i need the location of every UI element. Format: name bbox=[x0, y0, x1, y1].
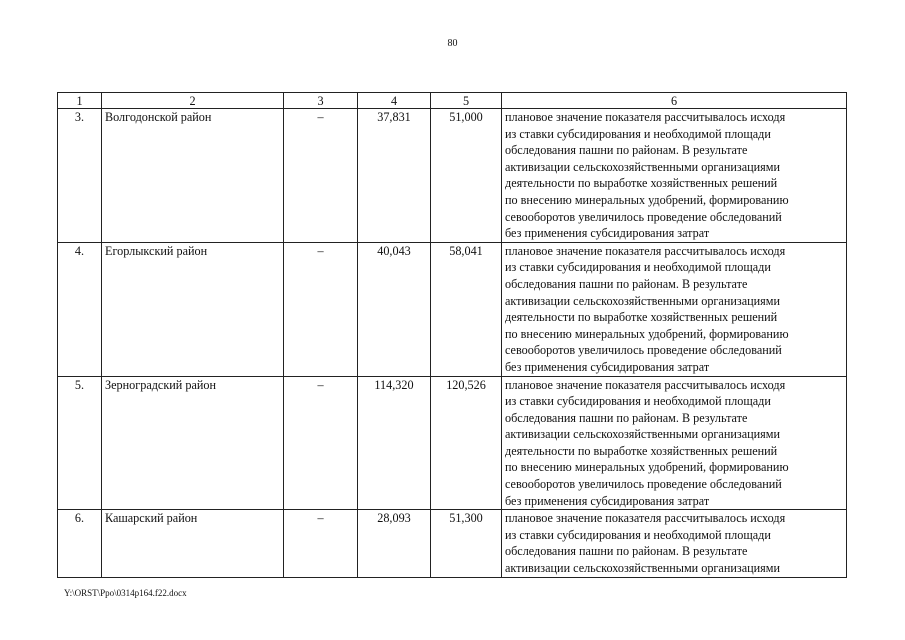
row-number: 4. bbox=[58, 242, 102, 376]
row-number: 3. bbox=[58, 109, 102, 243]
col5-value: 51,300 bbox=[431, 510, 502, 577]
col3-value: – bbox=[284, 109, 358, 243]
col5-value: 58,041 bbox=[431, 242, 502, 376]
col3-value: – bbox=[284, 510, 358, 577]
col5-value: 120,526 bbox=[431, 376, 502, 510]
district-name: Кашарский район bbox=[102, 510, 284, 577]
description: плановое значение показателя рассчитывалось исходя из ставки субсидирования и необходимой площади обследования пашни по районам. В результате активизации сельскохозяйственными организациями деятельности по выработке хозяйственных решений по внесению минеральных удобрений, формированию севооборотов увеличилось проведение обследований без применения субсидирования затрат bbox=[502, 376, 847, 510]
row-number: 6. bbox=[58, 510, 102, 577]
header-cell-4: 4 bbox=[358, 93, 431, 109]
header-cell-3: 3 bbox=[284, 93, 358, 109]
table-row bbox=[58, 242, 847, 376]
description: плановое значение показателя рассчитывалось исходя из ставки субсидирования и необходимой площади обследования пашни по районам. В результате активизации сельскохозяйственными организациями деятельности по выработке хозяйственных решений по внесению минеральных удобрений, формированию севооборотов увеличилось проведение обследований без применения субсидирования затрат bbox=[502, 242, 847, 376]
header-cell-2: 2 bbox=[102, 93, 284, 109]
header-cell-1: 1 bbox=[58, 93, 102, 109]
col4-value: 40,043 bbox=[358, 242, 431, 376]
file-path-footer: Y:\ORST\Ppo\0314p164.f22.docx bbox=[64, 588, 187, 598]
row-number: 5. bbox=[58, 376, 102, 510]
header-cell-5: 5 bbox=[431, 93, 502, 109]
col3-value: – bbox=[284, 376, 358, 510]
page-number: 80 bbox=[447, 38, 458, 49]
col5-value: 51,000 bbox=[431, 109, 502, 243]
col4-value: 28,093 bbox=[358, 510, 431, 577]
data-table bbox=[57, 92, 847, 578]
district-name: Волгодонской район bbox=[102, 109, 284, 243]
district-name: Егорлыкский район bbox=[102, 242, 284, 376]
col3-value: – bbox=[284, 242, 358, 376]
col4-value: 114,320 bbox=[358, 376, 431, 510]
table-row bbox=[58, 109, 847, 243]
description: плановое значение показателя рассчитывалось исходя из ставки субсидирования и необходимой площади обследования пашни по районам. В результате активизации сельскохозяйственными организациями bbox=[502, 510, 847, 577]
district-name: Зерноградский район bbox=[102, 376, 284, 510]
col4-value: 37,831 bbox=[358, 109, 431, 243]
table-header-row bbox=[58, 93, 847, 109]
table-row bbox=[58, 510, 847, 577]
table-row bbox=[58, 376, 847, 510]
header-cell-6: 6 bbox=[502, 93, 847, 109]
description: плановое значение показателя рассчитывалось исходя из ставки субсидирования и необходимой площади обследования пашни по районам. В результате активизации сельскохозяйственными организациями деятельности по выработке хозяйственных решений по внесению минеральных удобрений, формированию севооборотов увеличилось проведение обследований без применения субсидирования затрат bbox=[502, 109, 847, 243]
